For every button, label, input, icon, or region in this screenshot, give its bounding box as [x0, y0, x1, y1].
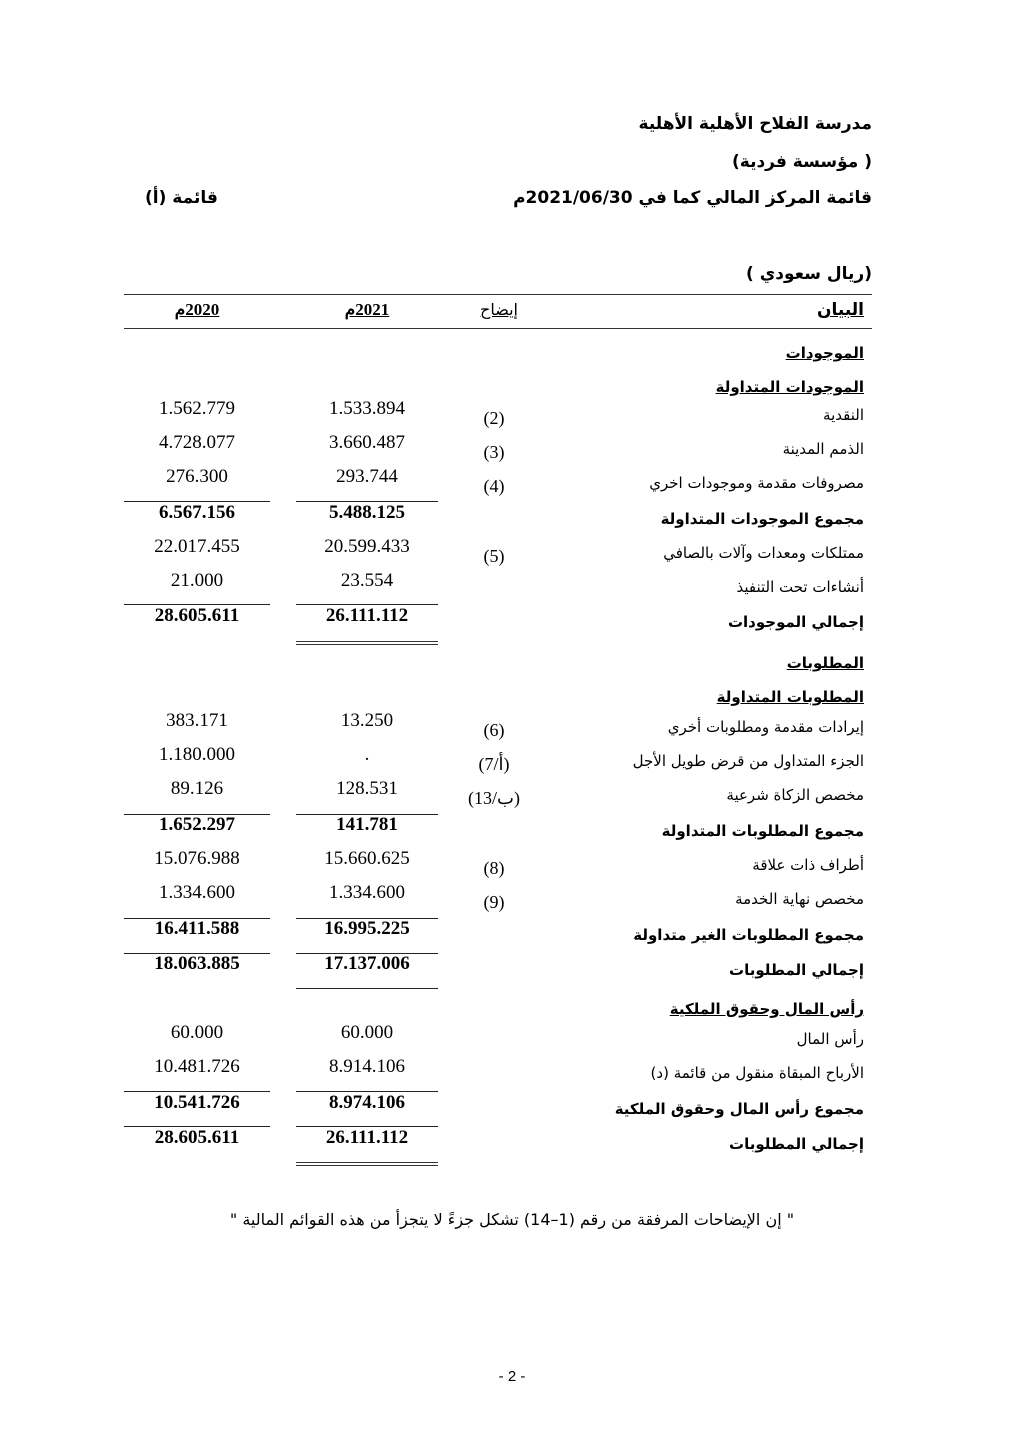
row-value-2020: 1.334.600 — [159, 882, 235, 903]
row-label: أنشاءات تحت التنفيذ — [736, 578, 864, 596]
row-label: الموجودات المتداولة — [715, 378, 864, 396]
row-value-2021: 16.995.225 — [324, 918, 410, 939]
section-heading-row — [124, 992, 864, 1026]
row-label: مخصص نهاية الخدمة — [735, 890, 864, 908]
row-value-2020: 383.171 — [166, 710, 228, 731]
row-value-2020: 89.126 — [170, 778, 224, 799]
total-row — [124, 814, 864, 848]
total-row — [124, 953, 864, 987]
row-value-2021: 17.137.006 — [324, 953, 410, 974]
row-value-2021: 128.531 — [336, 778, 398, 799]
row-value-2020: 15.076.988 — [154, 848, 240, 869]
currency-label: (ريال سعودي ) — [746, 264, 872, 284]
row-label: الجزء المتداول من قرض طويل الأجل — [632, 752, 864, 770]
table-row — [124, 466, 864, 500]
row-value-2020: 16.411.588 — [154, 918, 240, 939]
total-row — [124, 1092, 864, 1126]
row-label: المطلوبات المتداولة — [716, 688, 864, 706]
column-header-note: إيضاح — [480, 300, 518, 319]
table-top-rule — [124, 294, 872, 295]
row-value-2021: 60.000 — [340, 1022, 394, 1043]
subtotal-rule-2021 — [296, 1091, 438, 1092]
row-note: (9) — [483, 892, 505, 912]
row-note: (13/ب) — [468, 788, 520, 808]
double-rule-2021 — [296, 641, 438, 645]
total-row — [124, 918, 864, 952]
row-value-2021: 8.974.106 — [329, 1092, 405, 1113]
row-value-2021: . — [364, 744, 370, 765]
row-note: (8) — [483, 858, 505, 878]
double-rule-2021 — [296, 1162, 438, 1166]
row-label: مصروفات مقدمة وموجودات اخري — [649, 474, 864, 492]
subtotal-rule-2021 — [296, 988, 438, 989]
row-note: (3) — [483, 442, 505, 462]
row-label: رأس المال وحقوق الملكية — [669, 1000, 864, 1018]
row-note: (4) — [483, 476, 505, 496]
row-value-2021: 141.781 — [336, 814, 398, 835]
subtotal-rule-2021 — [296, 604, 438, 605]
table-row — [124, 1022, 864, 1056]
row-label: رأس المال — [796, 1030, 864, 1048]
table-row — [124, 1056, 864, 1090]
row-value-2021: 15.660.625 — [324, 848, 410, 869]
row-label: المطلوبات — [786, 654, 864, 672]
row-value-2020: 4.728.077 — [159, 432, 235, 453]
statement-tag: قائمة (أ) — [145, 188, 218, 208]
row-note: (2) — [483, 408, 505, 428]
row-value-2021: 20.599.433 — [324, 536, 410, 557]
section-heading-row — [124, 646, 864, 680]
row-value-2021: 293.744 — [336, 466, 398, 487]
row-label: الذمم المدينة — [782, 440, 864, 458]
subtotal-rule-2021 — [296, 1126, 438, 1127]
row-value-2021: 1.533.894 — [329, 398, 405, 419]
subtotal-rule-2021 — [296, 814, 438, 815]
subtotal-rule-2020 — [124, 918, 270, 919]
row-value-2020: 10.541.726 — [154, 1092, 240, 1113]
row-label: إجمالي المطلوبات — [729, 961, 864, 979]
subtotal-rule-2021 — [296, 953, 438, 954]
row-label: النقدية — [823, 406, 864, 424]
table-row — [124, 744, 864, 778]
table-row — [124, 882, 864, 916]
row-value-2021: 13.250 — [340, 710, 394, 731]
row-note: (7/أ) — [478, 754, 510, 774]
subtotal-rule-2020 — [124, 501, 270, 502]
row-value-2020: 6.567.156 — [159, 502, 235, 523]
row-value-2020: 28.605.611 — [154, 605, 240, 626]
total-row — [124, 1127, 864, 1161]
section-heading-row — [124, 680, 864, 714]
subtotal-rule-2021 — [296, 918, 438, 919]
row-value-2020: 28.605.611 — [154, 1127, 240, 1148]
row-value-2021: 1.334.600 — [329, 882, 405, 903]
table-row — [124, 432, 864, 466]
row-label: إيرادات مقدمة ومطلوبات أخري — [667, 718, 864, 736]
row-value-2020: 10.481.726 — [154, 1056, 240, 1077]
entity-type: ( مؤسسة فردية) — [731, 152, 872, 172]
row-value-2020: 21.000 — [170, 570, 224, 591]
column-header-2020: 2020م — [174, 300, 220, 319]
subtotal-rule-2020 — [124, 953, 270, 954]
row-value-2020: 18.063.885 — [154, 953, 240, 974]
row-note: (5) — [483, 546, 505, 566]
row-label: ممتلكات ومعدات وآلات بالصافي — [663, 544, 864, 562]
total-row — [124, 605, 864, 639]
row-value-2020: 1.562.779 — [159, 398, 235, 419]
column-header-2021: 2021م — [344, 300, 390, 319]
row-label: مجموع المطلوبات المتداولة — [661, 822, 864, 840]
row-value-2021: 8.914.106 — [329, 1056, 405, 1077]
row-value-2020: 276.300 — [166, 466, 228, 487]
notes-disclaimer: " إن الإيضاحات المرفقة من رقم (1–14) تشكل جزءً لا يتجزأ من هذه القوائم المالية " — [229, 1210, 795, 1229]
row-value-2020: 22.017.455 — [154, 536, 240, 557]
subtotal-rule-2021 — [296, 501, 438, 502]
page-number: - 2 - — [498, 1368, 526, 1385]
row-value-2020: 60.000 — [170, 1022, 224, 1043]
row-label: الأرباح المبقاة منقول من قائمة (د) — [650, 1064, 864, 1082]
column-header-label: البيان — [817, 300, 864, 320]
row-value-2020: 1.652.297 — [159, 814, 235, 835]
row-label: إجمالي الموجودات — [727, 613, 864, 631]
row-label: إجمالي المطلوبات — [729, 1135, 864, 1153]
row-label: مخصص الزكاة شرعية — [726, 786, 864, 804]
school-name: مدرسة الفلاح الأهلية الأهلية — [638, 114, 872, 134]
row-label: مجموع المطلوبات الغير متداولة — [633, 926, 864, 944]
row-value-2021: 3.660.487 — [329, 432, 405, 453]
row-label: أطراف ذات علاقة — [752, 856, 864, 874]
subtotal-rule-2020 — [124, 814, 270, 815]
table-row — [124, 398, 864, 432]
row-value-2021: 23.554 — [340, 570, 394, 591]
row-value-2021: 5.488.125 — [329, 502, 405, 523]
row-label: مجموع الموجودات المتداولة — [660, 510, 864, 528]
row-label: الموجودات — [785, 344, 864, 362]
subtotal-rule-2020 — [124, 1091, 270, 1092]
table-row — [124, 536, 864, 570]
subtotal-rule-2020 — [124, 1126, 270, 1127]
table-row — [124, 570, 864, 604]
row-label: مجموع رأس المال وحقوق الملكية — [614, 1100, 864, 1118]
total-row — [124, 502, 864, 536]
section-heading-row — [124, 336, 864, 370]
row-value-2020: 1.180.000 — [159, 744, 235, 765]
table-row — [124, 710, 864, 744]
row-value-2021: 26.111.112 — [325, 1127, 409, 1148]
statement-title: قائمة المركز المالي كما في 2021/06/30م — [513, 188, 872, 208]
table-header-rule — [124, 328, 872, 329]
table-row — [124, 778, 864, 812]
row-note: (6) — [483, 720, 505, 740]
row-value-2021: 26.111.112 — [325, 605, 409, 626]
subtotal-rule-2020 — [124, 604, 270, 605]
table-row — [124, 848, 864, 882]
